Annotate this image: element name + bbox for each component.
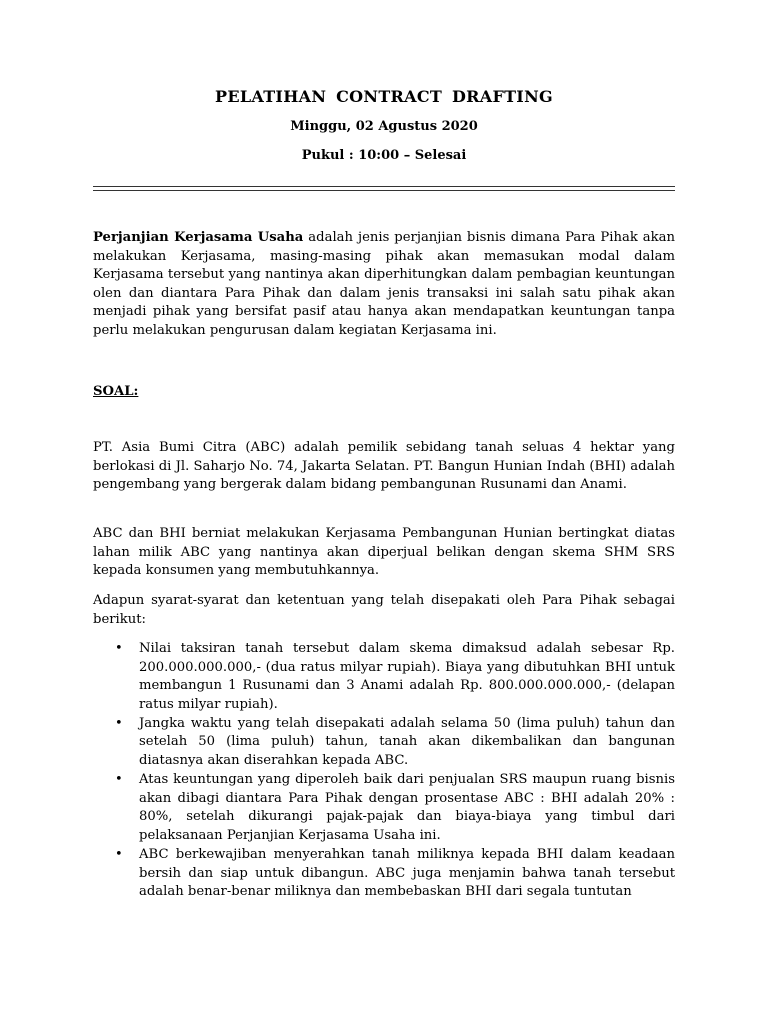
document-title: PELATIHAN CONTRACT DRAFTING: [215, 87, 553, 106]
soal-heading: SOAL:: [93, 384, 139, 399]
bullet-icon: •: [115, 641, 123, 656]
header-divider-bottom: [93, 190, 675, 191]
list-item-text: Jangka waktu yang telah disepakati adalah selama 50 (lima puluh) tahun dan setelah 50 (lima puluh) tahun, tanah akan dikembalikan dan bangunan diatasnya akan diserahkan kepada ABC.: [139, 715, 675, 769]
intro-bold-term: Perjanjian Kerjasama Usaha: [93, 230, 304, 245]
soal-paragraph-2: ABC dan BHI berniat melakukan Kerjasama Pembangunan Hunian bertingkat diatas lahan milik ABC yang nantinya akan diperjual belikan dengan skema SHM SRS kepada konsumen yang membutuhkannya.: [93, 526, 675, 579]
intro-paragraph: [93, 229, 675, 341]
list-item-text: ABC berkewajiban menyerahkan tanah miliknya kepada BHI dalam keadaan bersih dan siap untuk dibangun. ABC juga menjamin bahwa tanah tersebut adalah benar-benar miliknya dan membebaskan BHI dari segala tuntutan: [139, 847, 675, 900]
intro-text: adalah jenis perjanjian bisnis dimana Para Pihak akan melakukan Kerjasama, masing-masing pihak akan memasukan modal dalam Kerjasama tersebut yang nantinya akan diperhitungkan dalam pembagian keuntungan olen dan diantara Para Pihak dan dalam jenis transaksi ini salah satu pihak akan menjadi pihak yang bersifat pasif atau hanya akan mendapatkan keuntungan tanpa perlu melakukan pengurusan dalam kegiatan Kerjasama ini.: [93, 230, 675, 338]
terms-list: [93, 640, 675, 902]
bullet-icon: •: [115, 715, 123, 731]
soal-paragraph-3: Adapun syarat-syarat dan ketentuan yang telah disepakati oleh Para Pihak sebagai berikut:: [93, 593, 675, 627]
bullet-icon: •: [115, 847, 123, 863]
list-item-text: Nilai taksiran tanah tersebut dalam skema dimaksud adalah sebesar Rp. 200.000.000.000,- (dua ratus milyar rupiah). Biaya yang dibutuhkan BHI untuk membangun 1 Rusunami dan 3 Anami adalah Rp. 800.000.000.000,- (delapan ratus milyar rupiah).: [139, 641, 675, 712]
soal-paragraph-1: PT. Asia Bumi Citra (ABC) adalah pemilik sebidang tanah seluas 4 hektar yang berlokasi di Jl. Saharjo No. 74, Jakarta Selatan. PT. Bangun Hunian Indah (BHI) adalah pengembang yang bergerak dalam bidang pembangunan Rusunami dan Anami.: [93, 440, 676, 493]
header-divider-top: [93, 186, 675, 187]
list-item-text: Atas keuntungan yang diperoleh baik dari penjualan SRS maupun ruang bisnis akan dibagi diantara Para Pihak dengan prosentase ABC : BHI adalah 20% : 80%, setelah dikurangi pajak-pajak dan biaya-biaya yang timbul dari pelaksanaan Perjanjian Kerjasama Usaha ini.: [139, 772, 675, 843]
list-item: [93, 715, 675, 771]
list-item: [93, 846, 675, 902]
list-item: [93, 771, 675, 845]
session-date: Minggu, 02 Agustus 2020: [290, 119, 478, 134]
bullet-icon: •: [115, 772, 123, 788]
session-time: Pukul : 10:00 – Selesai: [301, 148, 467, 163]
list-item: [93, 640, 675, 714]
